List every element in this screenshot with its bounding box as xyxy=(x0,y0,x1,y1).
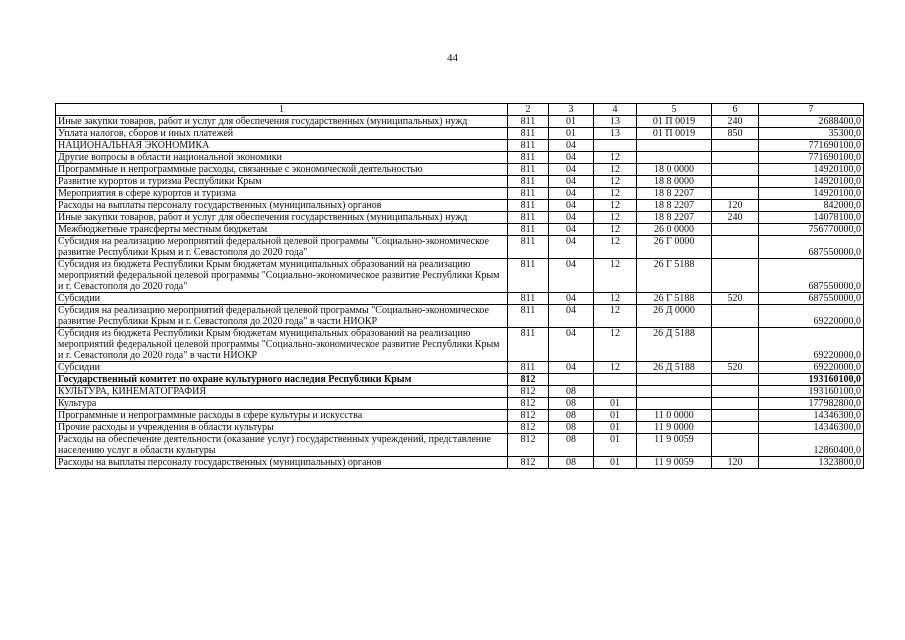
amount-cell: 14920100,0 xyxy=(759,176,864,188)
amount-cell: 69220000,0 xyxy=(759,362,864,374)
table-row xyxy=(56,398,864,410)
ministry-code-cell: 812 xyxy=(508,398,549,410)
item-name-cell: Субсидия из бюджета Республики Крым бюджетам муниципальных образований на реализацию мероприятий федеральной целевой программы "Социально-экономическое развитие Республики Крым и г. Севастополя до 2020 года" xyxy=(56,259,508,293)
target-article-cell xyxy=(637,374,712,386)
ministry-code-cell: 811 xyxy=(508,259,549,293)
ministry-code-cell: 811 xyxy=(508,176,549,188)
expense-type-cell xyxy=(712,188,759,200)
table-row xyxy=(56,362,864,374)
amount-cell: 771690100,0 xyxy=(759,140,864,152)
target-article-cell: 26 Г 5188 xyxy=(637,259,712,293)
section-cell: 04 xyxy=(549,176,594,188)
table-row xyxy=(56,224,864,236)
expense-type-cell xyxy=(712,224,759,236)
subsection-cell: 12 xyxy=(594,212,637,224)
subsection-cell: 12 xyxy=(594,224,637,236)
table-row xyxy=(56,188,864,200)
ministry-code-cell: 812 xyxy=(508,386,549,398)
item-name-cell: Субсидии xyxy=(56,362,508,374)
item-name-cell: Культура xyxy=(56,398,508,410)
subsection-cell: 12 xyxy=(594,152,637,164)
ministry-code-cell: 811 xyxy=(508,188,549,200)
table-header-row xyxy=(56,104,864,116)
budget-table xyxy=(55,103,864,469)
amount-cell: 687550000,0 xyxy=(759,259,864,293)
target-article-cell: 18 8 2207 xyxy=(637,200,712,212)
expense-type-cell xyxy=(712,176,759,188)
subsection-cell: 12 xyxy=(594,236,637,259)
expense-type-cell xyxy=(712,140,759,152)
expense-type-cell: 120 xyxy=(712,200,759,212)
expense-type-cell: 240 xyxy=(712,212,759,224)
expense-type-cell: 520 xyxy=(712,293,759,305)
section-cell: 04 xyxy=(549,259,594,293)
target-article-cell: 11 9 0000 xyxy=(637,422,712,434)
item-name-cell: Государственный комитет по охране культурного наследия Республики Крым xyxy=(56,374,508,386)
item-name-cell: Субсидия на реализацию мероприятий федеральной целевой программы "Социально-экономическое развитие Республики Крым и г. Севастополя до 2020 года" в части НИОКР xyxy=(56,305,508,328)
item-name-cell: Расходы на обеспечение деятельности (оказание услуг) государственных учреждений, представление населению услуг в области культуры xyxy=(56,434,508,457)
header-cell: 7 xyxy=(759,104,864,116)
target-article-cell: 18 8 2207 xyxy=(637,188,712,200)
target-article-cell: 26 0 0000 xyxy=(637,224,712,236)
amount-cell: 35300,0 xyxy=(759,128,864,140)
subsection-cell: 12 xyxy=(594,293,637,305)
item-name-cell: Мероприятия в сфере курортов и туризма xyxy=(56,188,508,200)
target-article-cell xyxy=(637,398,712,410)
subsection-cell: 01 xyxy=(594,422,637,434)
amount-cell: 842000,0 xyxy=(759,200,864,212)
expense-type-cell: 240 xyxy=(712,116,759,128)
ministry-code-cell: 811 xyxy=(508,224,549,236)
item-name-cell: Программные и непрограммные расходы в сфере культуры и искусства xyxy=(56,410,508,422)
ministry-code-cell: 811 xyxy=(508,293,549,305)
table-row xyxy=(56,200,864,212)
item-name-cell: Расходы на выплаты персоналу государственных (муниципальных) органов xyxy=(56,457,508,469)
header-cell: 5 xyxy=(637,104,712,116)
ministry-code-cell: 811 xyxy=(508,305,549,328)
header-cell: 6 xyxy=(712,104,759,116)
ministry-code-cell: 811 xyxy=(508,328,549,362)
table-row xyxy=(56,434,864,457)
section-cell: 01 xyxy=(549,128,594,140)
table-row xyxy=(56,116,864,128)
header-cell: 2 xyxy=(508,104,549,116)
table-row xyxy=(56,164,864,176)
subsection-cell: 12 xyxy=(594,164,637,176)
subsection-cell: 12 xyxy=(594,305,637,328)
ministry-code-cell: 811 xyxy=(508,164,549,176)
subsection-cell: 01 xyxy=(594,434,637,457)
item-name-cell: Развитие курортов и туризма Республики Крым xyxy=(56,176,508,188)
table-row xyxy=(56,293,864,305)
section-cell: 04 xyxy=(549,188,594,200)
item-name-cell: Программные и непрограммные расходы, связанные с экономической деятельностью xyxy=(56,164,508,176)
target-article-cell xyxy=(637,152,712,164)
section-cell: 01 xyxy=(549,116,594,128)
expense-type-cell xyxy=(712,374,759,386)
expense-type-cell xyxy=(712,259,759,293)
section-cell: 04 xyxy=(549,328,594,362)
ministry-code-cell: 811 xyxy=(508,128,549,140)
target-article-cell: 01 П 0019 xyxy=(637,116,712,128)
section-cell: 04 xyxy=(549,293,594,305)
subsection-cell: 01 xyxy=(594,457,637,469)
expense-type-cell xyxy=(712,152,759,164)
subsection-cell: 12 xyxy=(594,200,637,212)
amount-cell: 687550000,0 xyxy=(759,293,864,305)
expense-type-cell: 120 xyxy=(712,457,759,469)
subsection-cell: 01 xyxy=(594,398,637,410)
section-cell: 08 xyxy=(549,434,594,457)
target-article-cell xyxy=(637,386,712,398)
expense-type-cell xyxy=(712,386,759,398)
target-article-cell: 11 9 0059 xyxy=(637,457,712,469)
amount-cell: 69220000,0 xyxy=(759,305,864,328)
expense-type-cell xyxy=(712,328,759,362)
subsection-cell: 01 xyxy=(594,410,637,422)
ministry-code-cell: 811 xyxy=(508,140,549,152)
target-article-cell: 11 0 0000 xyxy=(637,410,712,422)
section-cell: 04 xyxy=(549,224,594,236)
target-article-cell: 18 8 2207 xyxy=(637,212,712,224)
item-name-cell: Субсидия на реализацию мероприятий федеральной целевой программы "Социально-экономическое развитие Республики Крым и г. Севастополя до 2020 года" xyxy=(56,236,508,259)
amount-cell: 193160100,0 xyxy=(759,374,864,386)
amount-cell: 12860400,0 xyxy=(759,434,864,457)
table-row xyxy=(56,152,864,164)
subsection-cell: 12 xyxy=(594,176,637,188)
subsection-cell xyxy=(594,140,637,152)
expense-type-cell xyxy=(712,398,759,410)
ministry-code-cell: 811 xyxy=(508,116,549,128)
ministry-code-cell: 811 xyxy=(508,362,549,374)
section-cell: 08 xyxy=(549,457,594,469)
section-cell: 04 xyxy=(549,212,594,224)
table-row xyxy=(56,212,864,224)
expense-type-cell xyxy=(712,164,759,176)
section-cell: 08 xyxy=(549,386,594,398)
table-row xyxy=(56,128,864,140)
target-article-cell xyxy=(637,140,712,152)
item-name-cell: Субсидии xyxy=(56,293,508,305)
subsection-cell: 12 xyxy=(594,188,637,200)
amount-cell: 756770000,0 xyxy=(759,224,864,236)
item-name-cell: Прочие расходы и учреждения в области культуры xyxy=(56,422,508,434)
table-row xyxy=(56,374,864,386)
amount-cell: 14078100,0 xyxy=(759,212,864,224)
table-row xyxy=(56,410,864,422)
ministry-code-cell: 812 xyxy=(508,374,549,386)
table-row xyxy=(56,305,864,328)
amount-cell: 14920100,0 xyxy=(759,188,864,200)
section-cell: 04 xyxy=(549,200,594,212)
expense-type-cell: 850 xyxy=(712,128,759,140)
amount-cell: 177982800,0 xyxy=(759,398,864,410)
target-article-cell: 18 8 0000 xyxy=(637,176,712,188)
item-name-cell: Уплата налогов, сборов и иных платежей xyxy=(56,128,508,140)
item-name-cell: НАЦИОНАЛЬНАЯ ЭКОНОМИКА xyxy=(56,140,508,152)
target-article-cell: 26 Г 5188 xyxy=(637,293,712,305)
page-number: 44 xyxy=(447,52,458,64)
header-cell: 4 xyxy=(594,104,637,116)
section-cell: 04 xyxy=(549,152,594,164)
amount-cell: 69220000,0 xyxy=(759,328,864,362)
subsection-cell: 12 xyxy=(594,328,637,362)
table-row xyxy=(56,422,864,434)
item-name-cell: Межбюджетные трансферты местным бюджетам xyxy=(56,224,508,236)
target-article-cell: 11 9 0059 xyxy=(637,434,712,457)
table-row xyxy=(56,236,864,259)
ministry-code-cell: 811 xyxy=(508,200,549,212)
subsection-cell: 12 xyxy=(594,362,637,374)
ministry-code-cell: 811 xyxy=(508,212,549,224)
amount-cell: 2688400,0 xyxy=(759,116,864,128)
item-name-cell: Субсидия из бюджета Республики Крым бюджетам муниципальных образований на реализацию мероприятий федеральной целевой программы "Социально-экономическое развитие Республики Крым и г. Севастополя до 2020 года" в части НИОКР xyxy=(56,328,508,362)
section-cell: 08 xyxy=(549,422,594,434)
target-article-cell: 18 0 0000 xyxy=(637,164,712,176)
amount-cell: 1323800,0 xyxy=(759,457,864,469)
target-article-cell: 01 П 0019 xyxy=(637,128,712,140)
subsection-cell xyxy=(594,386,637,398)
amount-cell: 14346300,0 xyxy=(759,410,864,422)
subsection-cell: 13 xyxy=(594,116,637,128)
amount-cell: 14920100,0 xyxy=(759,164,864,176)
section-cell: 04 xyxy=(549,305,594,328)
expense-type-cell xyxy=(712,410,759,422)
subsection-cell: 13 xyxy=(594,128,637,140)
section-cell: 04 xyxy=(549,140,594,152)
amount-cell: 193160100,0 xyxy=(759,386,864,398)
ministry-code-cell: 811 xyxy=(508,152,549,164)
section-cell: 08 xyxy=(549,398,594,410)
section-cell: 04 xyxy=(549,236,594,259)
subsection-cell: 12 xyxy=(594,259,637,293)
section-cell: 04 xyxy=(549,362,594,374)
item-name-cell: КУЛЬТУРА, КИНЕМАТОГРАФИЯ xyxy=(56,386,508,398)
ministry-code-cell: 811 xyxy=(508,236,549,259)
target-article-cell: 26 Д 5188 xyxy=(637,362,712,374)
item-name-cell: Иные закупки товаров, работ и услуг для обеспечения государственных (муниципальных) нужд xyxy=(56,116,508,128)
ministry-code-cell: 812 xyxy=(508,434,549,457)
table-row xyxy=(56,140,864,152)
table-row xyxy=(56,457,864,469)
ministry-code-cell: 812 xyxy=(508,422,549,434)
expense-type-cell xyxy=(712,236,759,259)
table-row xyxy=(56,328,864,362)
section-cell xyxy=(549,374,594,386)
section-cell: 04 xyxy=(549,164,594,176)
item-name-cell: Другие вопросы в области национальной экономики xyxy=(56,152,508,164)
subsection-cell xyxy=(594,374,637,386)
header-cell: 1 xyxy=(56,104,508,116)
target-article-cell: 26 Г 0000 xyxy=(637,236,712,259)
expense-type-cell xyxy=(712,305,759,328)
table-row xyxy=(56,386,864,398)
expense-type-cell xyxy=(712,434,759,457)
section-cell: 08 xyxy=(549,410,594,422)
ministry-code-cell: 812 xyxy=(508,457,549,469)
header-cell: 3 xyxy=(549,104,594,116)
expense-type-cell xyxy=(712,422,759,434)
target-article-cell: 26 Д 5188 xyxy=(637,328,712,362)
expense-type-cell: 520 xyxy=(712,362,759,374)
amount-cell: 14346300,0 xyxy=(759,422,864,434)
table-row xyxy=(56,176,864,188)
ministry-code-cell: 812 xyxy=(508,410,549,422)
amount-cell: 687550000,0 xyxy=(759,236,864,259)
item-name-cell: Иные закупки товаров, работ и услуг для обеспечения государственных (муниципальных) нужд xyxy=(56,212,508,224)
table-row xyxy=(56,259,864,293)
item-name-cell: Расходы на выплаты персоналу государственных (муниципальных) органов xyxy=(56,200,508,212)
target-article-cell: 26 Д 0000 xyxy=(637,305,712,328)
amount-cell: 771690100,0 xyxy=(759,152,864,164)
